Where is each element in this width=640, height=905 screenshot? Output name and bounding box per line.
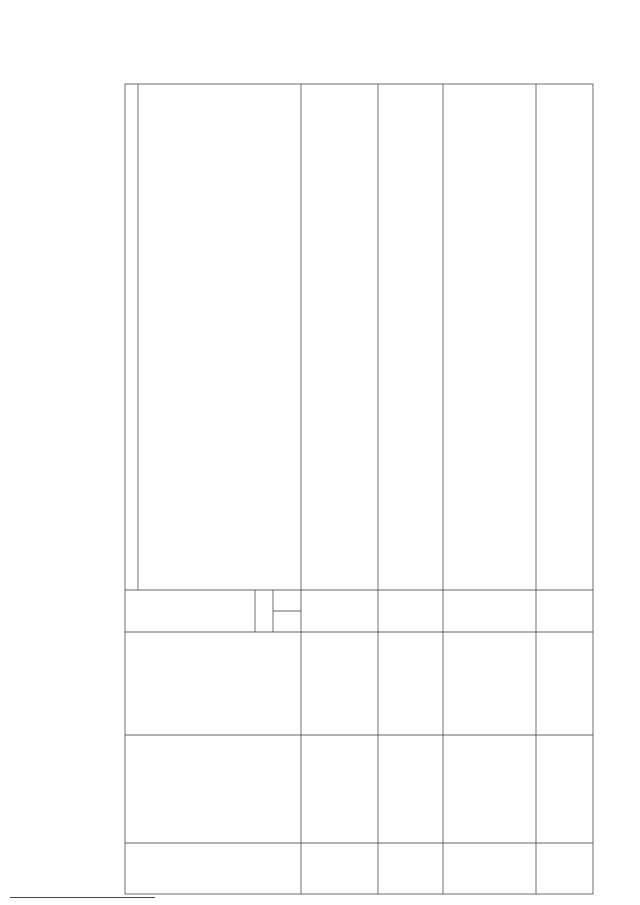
footer-rule (10, 897, 155, 898)
